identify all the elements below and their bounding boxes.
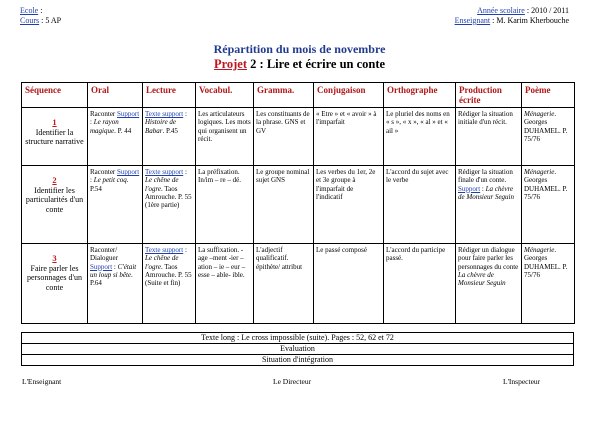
lecture-cell: Texte support : Le chêne de l'ogre. Taos Amrouche. P. 55 (Suite et fin): [143, 244, 196, 324]
course-line: Cours : 5 AP: [20, 16, 62, 25]
col-header: Orthographe: [384, 83, 456, 108]
conjugation-cell: « Etre » et « avoir » à l'imparfait: [314, 108, 384, 166]
inspector-signature: L'Inspecteur: [503, 377, 541, 386]
school-line: Ecole :: [20, 6, 43, 15]
col-header: Lecture: [143, 83, 196, 108]
col-header: Conjugaison: [314, 83, 384, 108]
col-header: Poème: [522, 83, 575, 108]
oral-cell: Raconter Support : Le rayon magique. P. 44: [88, 108, 143, 166]
poem-cell: Ménagerie. Georges DUHAMEL. P. 75/76: [522, 244, 575, 324]
grammar-cell: L'adjectif qualificatif. épithète/ attribut: [254, 244, 314, 324]
long-text-cell: Texte long : Le cross impossible (suite). Pages : 52, 62 et 72: [22, 333, 574, 344]
col-header: Oral: [88, 83, 143, 108]
lecture-cell: Texte support : Histoire de Babar. P.45: [143, 108, 196, 166]
page-title: Répartition du mois de novembre: [213, 42, 386, 56]
conjugation-cell: Le passé composé: [314, 244, 384, 324]
oral-cell: Raconter/ Dialoguer Support : C'était un loup si bête. P.64: [88, 244, 143, 324]
table-row: [22, 166, 575, 244]
evaluation-cell: Evaluation: [22, 344, 574, 355]
table-header-row: [22, 83, 575, 108]
spelling-cell: L'accord du sujet avec le verbe: [384, 166, 456, 244]
header-right: [455, 6, 569, 26]
oral-cell: Raconter Support : Le petit coq. P.54: [88, 166, 143, 244]
summary-table: [21, 332, 574, 366]
writing-cell: Rédiger la situation initiale d'un récit.: [456, 108, 522, 166]
integration-cell: Situation d'intégration: [22, 355, 574, 366]
poem-cell: Ménagerie. Georges DUHAMEL. P. 75/76: [522, 108, 575, 166]
project-title: Projet 2 : Lire et écrire un conte: [213, 57, 386, 71]
teacher-signature: L'Enseignant: [22, 377, 62, 386]
table-row: [22, 344, 574, 355]
vocab-cell: La suffixation. -age –ment -ier –ation – ie – eur – esse – able- ible.: [196, 244, 254, 324]
writing-cell: Rédiger la situation finale d'un conte. Support : La chèvre de Monsieur Seguin: [456, 166, 522, 244]
col-header: Gramma.: [254, 83, 314, 108]
table-row: [22, 244, 575, 324]
poem-cell: Ménagerie. Georges DUHAMEL. P. 75/76: [522, 166, 575, 244]
spelling-cell: Le pluriel des noms en « s », « x », « al » et « ail »: [384, 108, 456, 166]
header-left: [20, 6, 61, 26]
table-row: [22, 108, 575, 166]
table-row: [22, 355, 574, 366]
sequence-cell: 3 Faire parler les personnages d'un conte: [22, 244, 88, 324]
grammar-cell: Les constituants de la phrase. GNS et GV: [254, 108, 314, 166]
writing-cell: Rédiger un dialogue pour faire parler les personnages du conte La chèvre de Monsieur Seguin: [456, 244, 522, 324]
spelling-cell: L'accord du participe passé.: [384, 244, 456, 324]
teacher-line: Enseignant : M. Karim Kherbouche: [454, 16, 569, 25]
school-year-line: Année scolaire : 2010 / 2011: [477, 6, 569, 15]
director-signature: Le Directeur: [273, 377, 312, 386]
col-header: Séquence: [22, 83, 88, 108]
col-header: Vocabul.: [196, 83, 254, 108]
lecture-cell: Texte support : Le chêne de l'ogre. Taos Amrouche. P. 55 (1ère partie): [143, 166, 196, 244]
conjugation-cell: Les verbes du 1er, 2e et 3e groupe à l'imparfait de l'indicatif: [314, 166, 384, 244]
vocab-cell: Les articulateurs logiques. Les mots qui organisent un récit.: [196, 108, 254, 166]
sequence-cell: 1 Identifier la structure narrative: [22, 108, 88, 166]
grammar-cell: Le groupe nominal sujet GNS: [254, 166, 314, 244]
planning-table: [21, 82, 575, 324]
table-row: [22, 333, 574, 344]
vocab-cell: La préfixation. In/im – re – dé.: [196, 166, 254, 244]
col-header: Production écrite: [456, 83, 522, 108]
sequence-cell: 2 Identifier les particularités d'un conte: [22, 166, 88, 244]
